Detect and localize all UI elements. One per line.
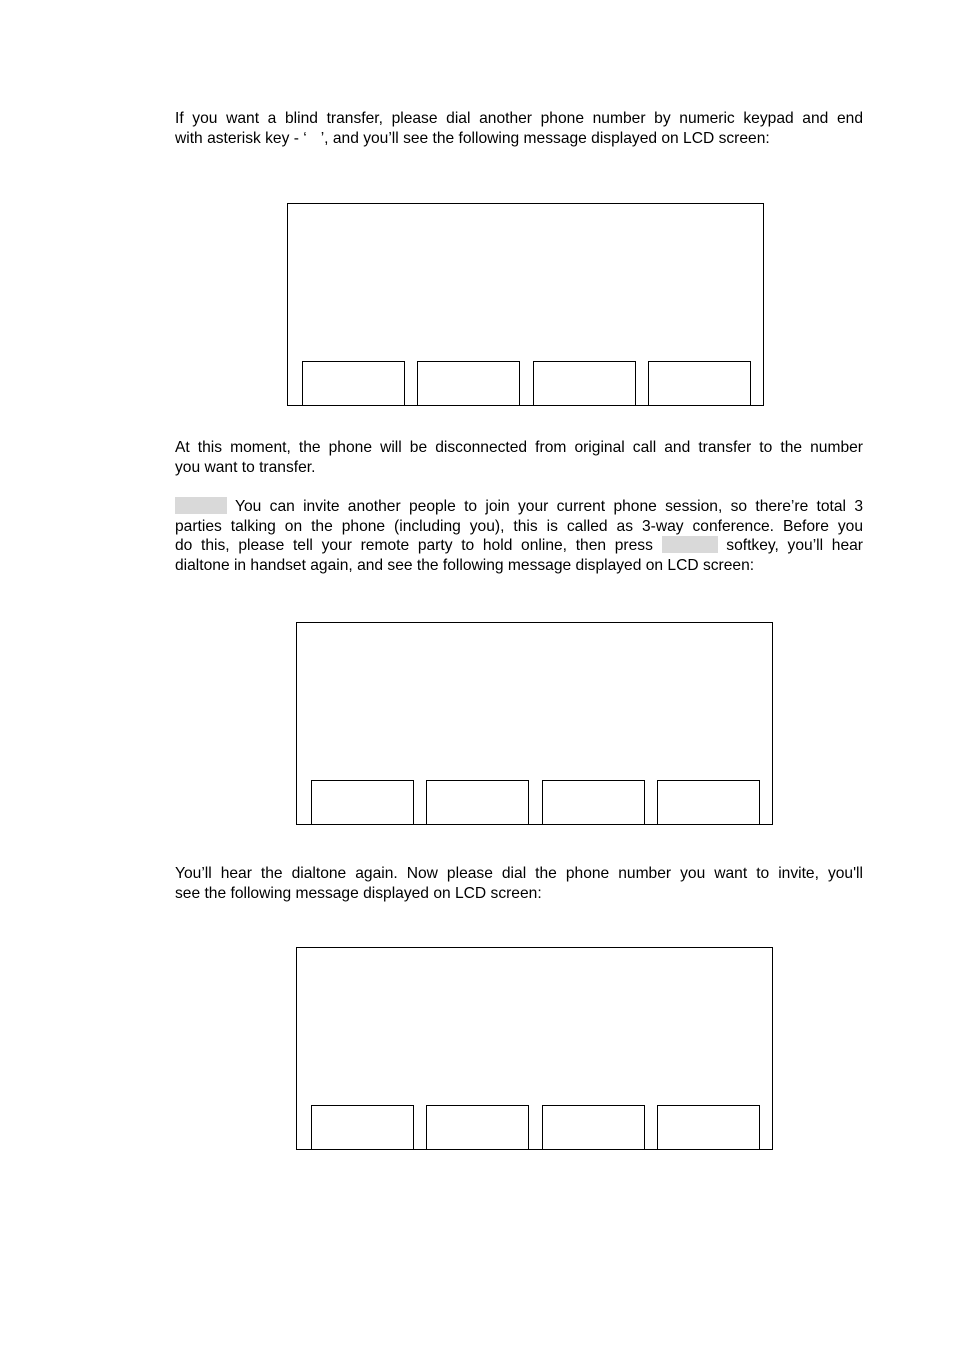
para1-line1: If you want a blind transfer, please dial another phone number by numeric keypad and end — [175, 110, 863, 127]
lcd2-softkey-4 — [657, 780, 760, 825]
para3-line3 — [175, 536, 863, 556]
para3-line3-end: softkey, you’ll hear — [726, 537, 863, 554]
paragraph-blind-transfer — [175, 109, 863, 148]
lcd3-softkey-1 — [311, 1105, 414, 1150]
lcd1-softkey-2 — [417, 361, 520, 406]
para3-line1 — [175, 497, 863, 517]
lcd1-softkey-1 — [302, 361, 405, 406]
para3-line1-text: You can invite another people to join your current phone session, so there’re total 3 — [235, 498, 863, 515]
lcd1-softkey-3 — [533, 361, 636, 406]
paragraph-disconnect — [175, 438, 863, 477]
conference-heading-highlight — [175, 497, 227, 514]
paragraph-dialtone — [175, 864, 863, 903]
paragraph-conference — [175, 497, 863, 575]
para3-line3-start: do this, please tell your remote party to hold online, then press — [175, 537, 653, 554]
para1-line2-start: with asterisk key - ‘ — [175, 129, 307, 147]
lcd-screen-2 — [296, 622, 773, 825]
lcd3-softkey-3 — [542, 1105, 645, 1150]
para4-line2: see the following message displayed on LCD screen: — [175, 884, 542, 902]
para2-line1: At this moment, the phone will be disconnected from original call and transfer to the number — [175, 439, 863, 456]
para1-line2 — [175, 129, 863, 149]
lcd3-softkey-4 — [657, 1105, 760, 1150]
para2-line2: you want to transfer. — [175, 458, 316, 476]
lcd2-softkey-3 — [542, 780, 645, 825]
para3-line2: parties talking on the phone (including you), this is called as 3-way conference. Before you — [175, 517, 863, 535]
para4-line1: You’ll hear the dialtone again. Now please dial the phone number you want to invite, you'll — [175, 865, 863, 882]
lcd3-softkey-2 — [426, 1105, 529, 1150]
para3-line4: dialtone in handset again, and see the following message displayed on LCD screen: — [175, 556, 755, 574]
softkey-name-highlight — [662, 536, 718, 553]
lcd-screen-3 — [296, 947, 773, 1150]
lcd2-softkey-2 — [426, 780, 529, 825]
lcd2-softkey-1 — [311, 780, 414, 825]
para1-line2-end: ’, and you’ll see the following message displayed on LCD screen: — [320, 129, 770, 147]
lcd1-softkey-4 — [648, 361, 751, 406]
lcd-screen-1 — [287, 203, 764, 406]
